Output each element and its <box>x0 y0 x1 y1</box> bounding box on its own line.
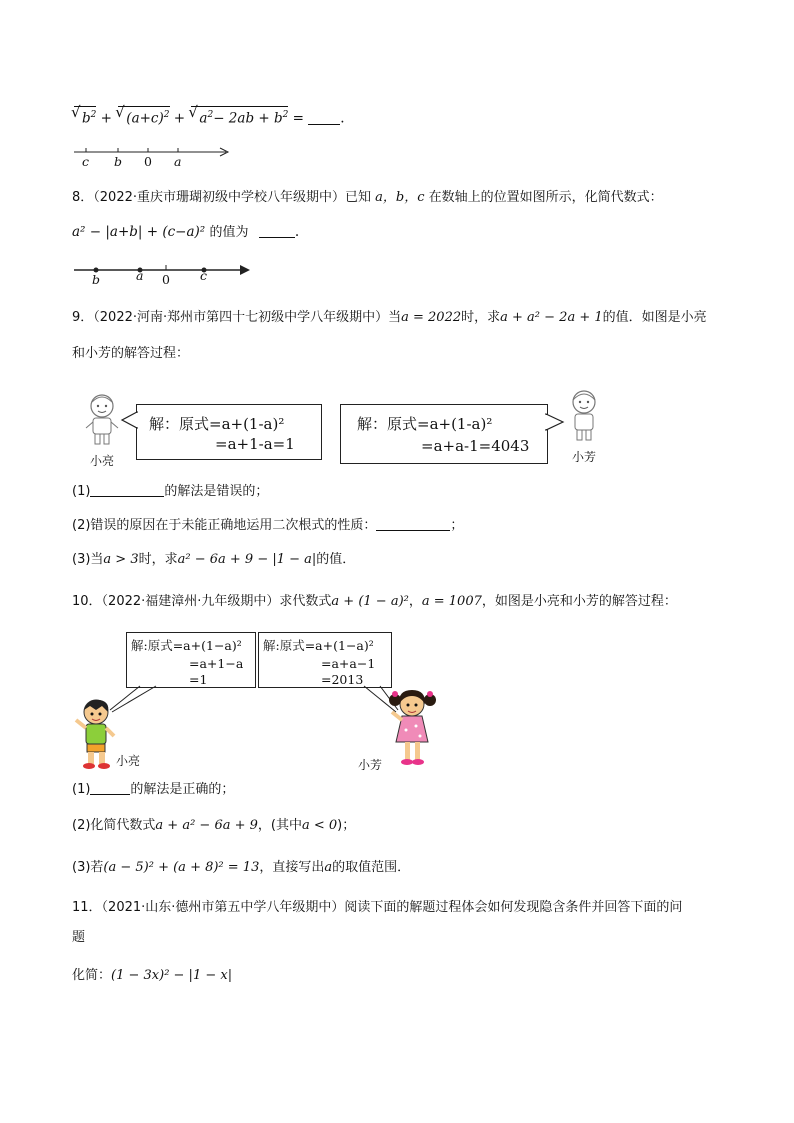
q9-xiaofang-figure <box>562 388 608 444</box>
q7-label-c: c <box>82 154 90 169</box>
q10-xiaoliang-figure <box>72 698 118 772</box>
q9-xiaoliang-pointer <box>120 410 138 430</box>
q10-box-xiaofang: 解:原式=a+(1−a)² =a+a−1 =2013 <box>258 632 392 688</box>
q11-simplify: 化简：(1 − 3x)² − |1 − x| <box>72 968 233 983</box>
q7-expression: √ $b^2$ + √ $(a+c)^2$ + √ $a^2- 2ab + b^2$ = . <box>72 106 345 129</box>
q9-stem-line2: 和小芳的解答过程： <box>72 346 190 361</box>
q10-speech-tails <box>100 686 420 716</box>
q10-stem: 10．（2022·福建漳州·九年级期中）求代数式a + (1 − a)²，a = 1007，如图是小亮和小芳的解答过程： <box>72 594 677 609</box>
q8-expression: a² − |a+b| + (c−a)² 的值为 . <box>72 224 300 240</box>
q8-label-0: 0 <box>162 272 170 287</box>
q10-sub2: (2)化简代数式a + a² − 6a + 9，(其中a < 0)； <box>72 818 356 833</box>
q10-sub1: (1) 的解法是正确的； <box>72 782 235 797</box>
q9-sub3: (3)当a > 3时，求a² − 6a + 9 − |1 − a|的值． <box>72 552 356 567</box>
q7-label-0: 0 <box>144 154 152 169</box>
q11-stem-line2: 题 <box>72 930 86 945</box>
q9-xiaofang-label: 小芳 <box>572 450 597 464</box>
q7-number-line <box>74 144 234 170</box>
q8-stem: 8．（2022·重庆市珊瑚初级中学校八年级期中）已知 a，b，c 在数轴上的位置如图所示，化简代数式： <box>72 190 663 205</box>
q9-sub2-blank[interactable] <box>376 516 450 531</box>
q7-answer-blank[interactable] <box>308 110 340 125</box>
q9-stem-line1: 9．（2022·河南·郑州市第四十七初级中学八年级期中）当a = 2022时，求a + a² − 2a + 1的值．如图是小亮 <box>72 310 707 325</box>
q8-label-b: b <box>92 272 101 287</box>
q9-xiaofang-box: 解：原式=a+(1-a)² =a+a-1=4043 <box>340 404 548 464</box>
q10-xiaofang-figure <box>386 686 440 772</box>
q9-xiaoliang-label: 小亮 <box>90 454 115 468</box>
q10-sub1-blank[interactable] <box>90 780 130 795</box>
q8-answer-blank[interactable] <box>259 223 295 238</box>
q7-label-a: a <box>174 154 182 169</box>
q10-box-xiaoliang: 解:原式=a+(1−a)² =a+1−a =1 <box>126 632 256 688</box>
q9-sub2: (2)错误的原因在于未能正确地运用二次根式的性质： ； <box>72 518 464 533</box>
q9-sub1: (1) 的解法是错误的； <box>72 484 269 499</box>
q10-sub3: (3)若(a − 5)² + (a + 8)² = 13，直接写出a的取值范围． <box>72 860 411 875</box>
q10-xiaofang-label: 小芳 <box>358 758 383 772</box>
q7-label-b: b <box>114 154 123 169</box>
q9-sub1-blank[interactable] <box>90 482 164 497</box>
q8-label-c: c <box>200 268 208 283</box>
q8-label-a: a <box>136 268 144 283</box>
q10-xiaoliang-label: 小亮 <box>116 754 141 768</box>
q9-xiaoliang-box: 解：原式=a+(1-a)² =a+1-a=1 <box>136 404 322 460</box>
q11-stem-line1: 11．（2021·山东·德州市第五中学八年级期中）阅读下面的解题过程体会如何发现隐含条件并回答下面的问 <box>72 900 683 915</box>
